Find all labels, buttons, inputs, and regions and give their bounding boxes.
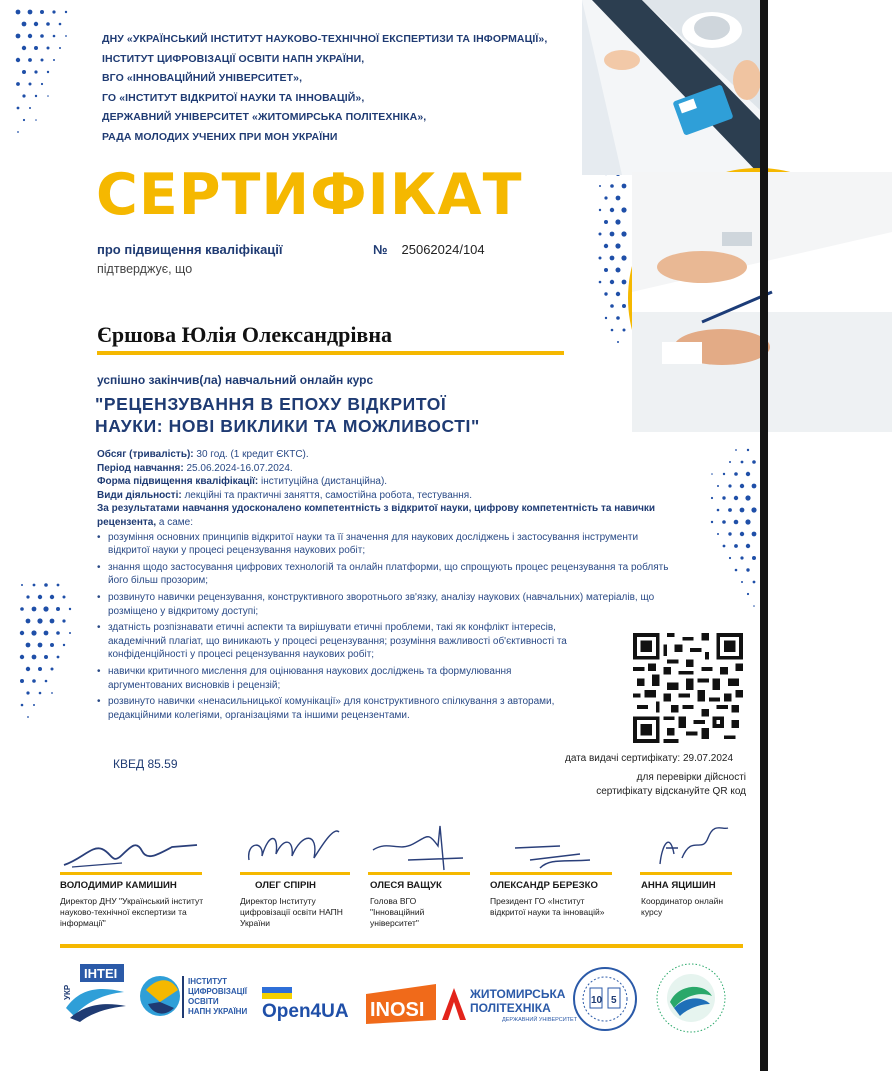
- signatory-position: Президент ГО «Інститут відкритої науки та інновацій»: [490, 896, 605, 917]
- detail-label: Види діяльності:: [97, 489, 182, 501]
- signatory-position: Координатор онлайн курсу: [641, 896, 724, 917]
- detail-label: Форма підвищення кваліфікації:: [97, 476, 259, 488]
- ztu-logo: [440, 982, 578, 1024]
- verify-line: сертифікату відскануйте QR код: [596, 786, 746, 797]
- completed-text: успішно закінчив(ла) навчальний онлайн курс: [97, 373, 374, 387]
- course-title: [95, 393, 565, 437]
- detail-value: лекційні та практичні заняття, самостійна робота, тестування.: [184, 489, 472, 501]
- detail-label: Період навчання:: [97, 462, 184, 474]
- signatory-name: ОЛЕКСАНДР БЕРЕЗКО: [490, 880, 598, 891]
- signature-icon: [244, 822, 344, 872]
- confirms-text: підтверджує, що: [97, 262, 193, 276]
- detail-summary: [97, 502, 682, 529]
- logo-text: 5: [611, 995, 617, 1006]
- subtitle-text: про підвищення кваліфікації: [97, 242, 283, 257]
- dot-pattern-left-middle: [14, 575, 84, 745]
- logo-text: ПОЛІТЕХНІКА: [470, 1001, 551, 1015]
- signature-icon: [62, 835, 202, 871]
- course-details: [97, 448, 687, 725]
- detail-value: інституційна (дистанційна).: [261, 476, 388, 488]
- footer-divider: [60, 944, 743, 948]
- logo-text: 10: [591, 995, 603, 1006]
- course-title-line: НАУКИ: НОВІ ВИКЛИКИ ТА МОЖЛИВОСТІ": [95, 416, 480, 436]
- detail-volume: [97, 448, 687, 462]
- signatory-position: Директор ДНУ "Український інститут науково-технічної експертизи та інформації": [60, 896, 204, 928]
- list-item: • розуміння основних принципів відкритої науки та її значення для наукових досліджень і застосування інструменти відкритої науки у процесі рецензування наукових робіт;: [97, 531, 677, 558]
- organization-line: ДНУ «УКРАЇНСЬКИЙ ІНСТИТУТ НАУКОВО-ТЕХНІЧНОЇ ЕКСПЕРТИЗИ ТА ІНФОРМАЦІЇ»,: [102, 33, 548, 45]
- issue-date: дата видачі сертифікату: 29.07.2024: [565, 753, 734, 764]
- logo-text: ДЕРЖАВНИЙ УНІВЕРСИТЕТ: [502, 1017, 578, 1023]
- list-item: • здатність розпізнавати етичні аспекти та вирішувати етичні проблеми, такі як конфлікт інтересів, академічний плагіат, що виникають у процесі рецензування; розуміння важливості об'єктивності та конфіденційності у процесі рецензування наукових робіт;: [97, 621, 567, 662]
- verify-line: для перевірки дійсності: [636, 772, 746, 783]
- signature-line: [240, 872, 350, 875]
- inosi-logo: [366, 980, 436, 1024]
- course-title-line: "РЕЦЕНЗУВАННЯ В ЕПОХУ ВІДКРИТОЇ: [95, 394, 447, 414]
- signature-icon: [652, 824, 732, 872]
- summary-bold: За результатами навчання удосконалено компетентність з відкритої науки, цифрову компетентність та навички рецензента,: [97, 503, 656, 528]
- organization-line: РАДА МОЛОДИХ УЧЕНИХ ПРИ МОН УКРАЇНИ: [102, 130, 338, 143]
- summary-tail: а саме:: [158, 516, 194, 528]
- list-item: • розвинуто навички «ненасильницької комунікації» для конструктивного спілкування з авторами, редакційними колегіями, організаціями та іншими рецензентами.: [97, 695, 567, 722]
- outcomes-list: [97, 531, 677, 723]
- logo-text: Open4UA: [262, 1001, 349, 1022]
- logo-text: INOSI: [370, 999, 425, 1021]
- signature-line: [640, 872, 732, 875]
- list-item: • навички критичного мислення для оцінювання наукових досліджень та формулювання аргументованих висновків і рецензій;: [97, 665, 567, 692]
- list-item: • розвинуто навички рецензування, конструктивного зворотнього зв'язку, аналізу наукових (навчальних) матеріалів, що розміщено у відкритому доступі;: [97, 591, 677, 618]
- young-scientists-council-logo: [652, 962, 730, 1034]
- verify-note: [556, 771, 746, 799]
- detail-value: 25.06.2024-16.07.2024.: [186, 462, 293, 474]
- signatory-name: ОЛЕГ СПІРІН: [255, 880, 316, 891]
- recipient-name: Єршова Юлія Олександрівна: [97, 322, 392, 347]
- logo-text: ІНТЕІ: [84, 966, 118, 981]
- certificate-number: [373, 242, 485, 257]
- signatory-name: АННА ЯЦИШИН: [641, 880, 716, 891]
- organizations-header: [102, 30, 572, 147]
- signature-line: [368, 872, 470, 875]
- signature-line: [490, 872, 612, 875]
- ukrintei-logo: [60, 958, 130, 1026]
- organization-line: ДЕРЖАВНИЙ УНІВЕРСИТЕТ «ЖИТОМИРСЬКА ПОЛІТЕХНІКА»,: [102, 111, 427, 123]
- logo-text: ОСВІТИ: [188, 997, 219, 1006]
- page-edge: [760, 0, 768, 1071]
- number-value: 25062024/104: [401, 242, 485, 257]
- logo-text: УКР: [63, 984, 72, 1000]
- detail-period: [97, 462, 687, 476]
- organization-line: ІНСТИТУТ ЦИФРОВІЗАЦІЇ ОСВІТИ НАПН УКРАЇНИ,: [102, 52, 365, 65]
- handshake-photo: [628, 168, 888, 428]
- header-photo: [582, 0, 760, 175]
- logo-text: НАПН УКРАЇНИ: [188, 1007, 248, 1016]
- signatory-name: ОЛЕСЯ ВАЩУК: [370, 880, 442, 891]
- innovative-university-logo: [572, 966, 638, 1032]
- detail-activities: [97, 489, 687, 503]
- logo-text: ЦИФРОВІЗАЦІЇ: [188, 987, 247, 996]
- iceo-logo: [138, 972, 258, 1022]
- name-underline: [97, 351, 564, 355]
- detail-value: 30 год. (1 кредит ЄКТС).: [196, 449, 309, 460]
- organization-line: ГО «ІНСТИТУТ ВІДКРИТОЇ НАУКИ ТА ІННОВАЦІЙ»,: [102, 91, 365, 104]
- logo-text: ЖИТОМИРСЬКА: [470, 987, 566, 1001]
- certificate-title: СЕРТИФІКАТ: [96, 162, 523, 228]
- dot-pattern-right-middle: [688, 440, 760, 630]
- signature-line: [60, 872, 202, 875]
- signatory-name: ВОЛОДИМИР КАМИШИН: [60, 880, 177, 891]
- qr-code-icon[interactable]: [633, 633, 743, 743]
- organization-line: ВГО «ІННОВАЦІЙНИЙ УНІВЕРСИТЕТ»,: [102, 72, 303, 84]
- dot-pattern-top-left: [8, 2, 78, 152]
- detail-label: Обсяг (тривалість):: [97, 449, 194, 460]
- kved-code: КВЕД 85.59: [113, 757, 178, 771]
- number-sign: №: [373, 242, 388, 257]
- logo-text: ІНСТИТУТ: [188, 977, 227, 986]
- signatory-position: Директор Інституту цифровізації освіти НАПН України: [240, 896, 343, 928]
- list-item: • знання щодо застосування цифрових технологій та онлайн платформи, що спрощують процес рецензування та роблять його більш прозорим;: [97, 561, 677, 588]
- certificate-subtitle: [97, 242, 283, 257]
- open4ua-logo: [262, 985, 362, 1021]
- signatory-position: Голова ВГО "Інноваційний університет": [370, 896, 425, 928]
- detail-form: [97, 475, 687, 489]
- signature-icon: [368, 822, 468, 874]
- dot-pattern-photo-left: [562, 150, 632, 380]
- signature-icon: [510, 838, 600, 874]
